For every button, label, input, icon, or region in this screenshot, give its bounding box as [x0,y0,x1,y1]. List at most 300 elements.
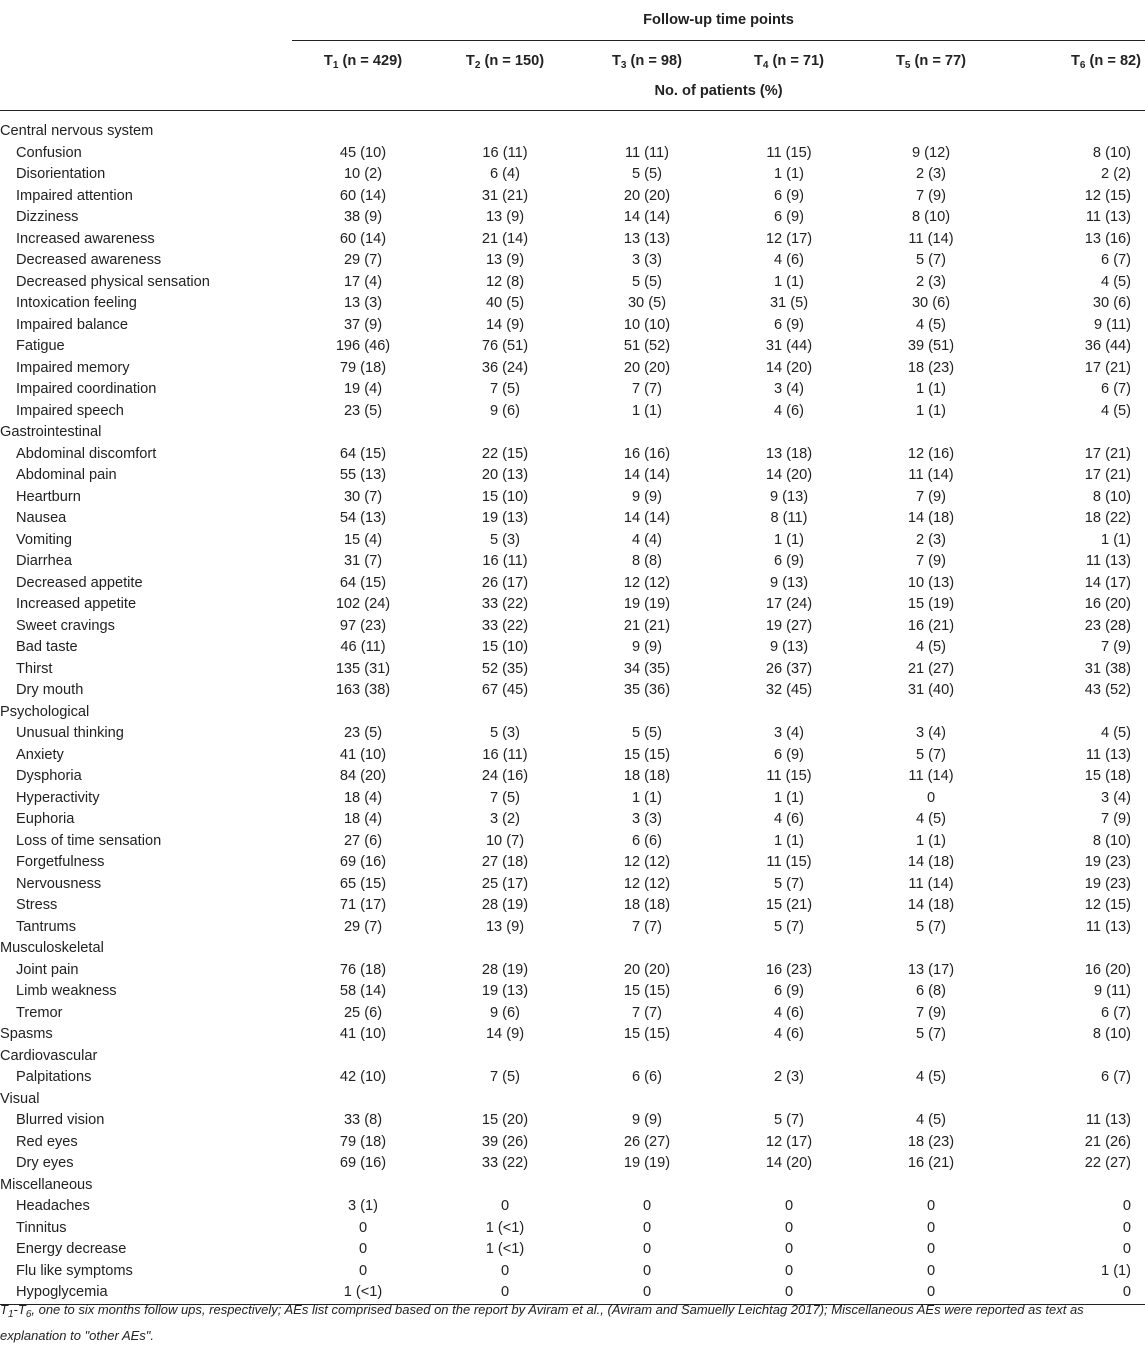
table-row [0,379,1145,401]
cell-t4: 6 (9) [773,316,804,333]
column-header-t5: $T_5$ (n = 77) [895,52,967,71]
cell-t3 [576,702,718,724]
cell-t3 [576,938,718,960]
cell-t4: 1 (1) [773,531,804,548]
table-row [0,272,1145,294]
cell-t6: 11 (13) [1085,746,1132,763]
row-label: Impaired attention [16,187,133,204]
row-label: Abdominal discomfort [16,445,157,462]
cell-t4: 0 [784,1262,794,1279]
cell-t6: 9 (11) [1094,316,1132,333]
cell-t5: 1 (1) [915,402,946,419]
cell-t6: 2 (2) [1101,166,1132,182]
cell-t6: 43 (52) [1084,682,1132,698]
cell-t1: 25 (6) [343,1004,383,1021]
category-label: Gastrointestinal [0,424,102,440]
cell-t4: 16 (23) [765,961,813,978]
cell-t1: 41 (10) [339,1026,387,1042]
cell-t1: 33 (8) [343,1112,383,1128]
cell-t6: 36 (44) [1084,338,1132,354]
cell-t4: 0 [718,1282,860,1304]
row-label: Tremor [16,1004,63,1021]
cell-t6: 21 (26) [1084,1133,1132,1150]
row-label: Forgetfulness [16,854,105,870]
cell-t3: 20 (20) [623,359,671,376]
row-label: Dizziness [16,209,79,225]
cell-t2: 13 (9) [485,209,525,225]
cell-t5: 0 [926,1198,936,1214]
cell-t5: 16 (21) [907,1155,955,1171]
cell-t3: 1 (1) [631,789,662,806]
cell-t2: 16 (11) [482,746,528,763]
footnote-text: , one to six months follow ups, respectively; AEs list comprised based on the report by Aviram et al., (Aviram and Samuelly Leichtag 2017); Miscellaneous AEs were reported as text as explanation to "other AEs". [0,1302,1084,1343]
cell-t4: 17 (24) [765,596,813,612]
cell-t5: 0 [860,1282,1002,1304]
cell-t1 [292,1046,434,1068]
cell-t5: 14 (18) [907,897,955,913]
cell-t5: 18 (23) [907,359,955,376]
column-header-t2: $T_2$ (n = 150) [465,52,545,71]
cell-t4: 6 (9) [773,553,804,569]
cell-t1: 79 (18) [339,359,387,376]
cell-t4: 4 (6) [773,252,804,268]
cell-t3: 14 (14) [623,510,671,526]
table-row [0,960,1145,982]
cell-t5: 16 (21) [907,617,955,634]
cell-t1: 18 (4) [343,811,383,827]
table-row [0,723,1145,745]
cell-t2: 31 (21) [481,187,529,204]
cell-t6: 6 (7) [1101,381,1132,397]
cell-t1: 60 (14) [339,230,387,247]
row-label: Hyperactivity [16,789,100,806]
cell-t6: 11 (13) [1085,1112,1132,1128]
cell-t2: 5 (3) [489,725,520,741]
cell-t4: 4 (6) [773,811,804,827]
cell-t2: 67 (45) [481,682,529,698]
cell-t6: 0 [1122,1219,1132,1236]
cell-t1 [292,422,434,444]
cell-t6 [1002,938,1145,960]
cell-t5: 6 (8) [915,983,946,999]
cell-t5: 7 (9) [915,488,946,505]
cell-t2 [434,422,576,444]
cell-t4 [718,1089,860,1111]
cell-t4: 6 (9) [773,746,804,763]
cell-t1: 76 (18) [339,961,387,978]
cell-t5: 9 (12) [911,144,951,161]
cell-t6: 11 (13) [1085,553,1132,569]
footnote-dash: - [13,1302,18,1317]
cell-t5: 4 (5) [915,811,946,827]
cell-t6: 6 (7) [1101,252,1132,268]
cell-t4: 0 [784,1241,794,1257]
cell-t2: 3 (2) [489,811,520,827]
cell-t1: 27 (6) [343,832,383,849]
cell-t1: 29 (7) [343,918,383,935]
cell-t3: 18 (18) [623,768,671,784]
cell-t5: 2 (3) [915,273,946,290]
cell-t2: 76 (51) [481,338,529,354]
table-row [0,530,1145,552]
cell-t3: 3 (3) [631,252,662,268]
cell-t2: 1 (<1) [485,1241,525,1257]
header-corner [0,0,292,41]
cell-t5: 10 (13) [907,574,955,591]
cell-t5: 15 (19) [907,596,955,612]
cell-t6: 0 [1122,1241,1132,1257]
row-label: Abdominal pain [16,467,117,483]
header-empty [0,51,292,72]
cell-t2: 9 (6) [489,1004,520,1021]
cell-t4 [718,938,860,960]
cell-t1: 64 (15) [339,445,387,462]
cell-t1 [292,1089,434,1111]
cell-t3: 6 (6) [631,1069,662,1085]
cell-t6 [1002,422,1145,444]
cell-t1 [292,1175,434,1197]
cell-t4: 12 (17) [765,230,813,247]
cell-t5: 5 (7) [915,252,946,268]
cell-t2: 0 [434,1282,576,1304]
cell-t4: 11 (15) [766,854,812,870]
cell-t1: 42 (10) [339,1069,387,1085]
cell-t2: 16 (11) [482,553,528,569]
cell-t4: 11 (15) [766,768,812,784]
cell-t1: 19 (4) [343,381,383,397]
cell-t2: 25 (17) [481,875,529,892]
category-label: Miscellaneous [0,1176,93,1193]
row-label: Fatigue [16,338,65,354]
cell-t2: 21 (14) [481,230,529,247]
cell-t6: 14 (17) [1084,574,1132,591]
cell-t2: 27 (18) [481,854,529,870]
cell-t1: 23 (5) [343,402,383,419]
cell-t3 [576,1089,718,1111]
cell-t5: 11 (14) [908,875,954,892]
cell-t6 [1002,702,1145,724]
cell-t1: 0 [358,1219,368,1236]
cell-t4: 3 (4) [773,725,804,741]
cell-t3: 35 (36) [623,682,671,698]
cell-t3: 34 (35) [623,660,671,677]
cell-t3: 12 (12) [623,875,671,892]
cell-t3: 9 (9) [631,639,662,655]
cell-t6: 6 (7) [1101,1069,1132,1085]
cell-t3: 3 (3) [631,811,662,827]
table-row [0,250,1145,272]
cell-t1: 18 (4) [343,789,383,806]
row-label: Stress [16,897,58,913]
category-row [0,1046,1145,1068]
cell-t6: 4 (5) [1101,402,1132,419]
cell-t3: 11 (11) [624,144,670,161]
cell-t4 [718,702,860,724]
row-label: Impaired balance [16,316,128,333]
table-row [0,1024,1145,1046]
cell-t3: 12 (12) [623,574,671,591]
table-row [0,487,1145,509]
cell-t4: 6 (9) [773,187,804,204]
row-label: Sweet cravings [16,617,115,634]
row-label: Decreased appetite [16,574,143,591]
cell-t5: 4 (5) [915,639,946,655]
cell-t5: 13 (17) [907,961,955,978]
cell-t6: 8 (10) [1092,144,1132,161]
cell-t1: 69 (16) [339,854,387,870]
cell-t3: 0 [642,1219,652,1236]
row-label: Hypoglycemia [0,1282,292,1304]
cell-t6: 18 (22) [1084,510,1132,526]
cell-t2: 12 (8) [485,273,525,290]
cell-t1: 30 (7) [343,488,383,505]
cell-t2: 28 (19) [481,897,529,913]
cell-t1: 29 (7) [343,252,383,268]
cell-t1: 196 (46) [335,338,391,354]
cell-t5: 1 (1) [915,381,946,397]
cell-t3: 0 [576,1282,718,1304]
cell-t4: 14 (20) [765,1155,813,1171]
table-row [0,336,1145,358]
row-label: Blurred vision [16,1112,105,1128]
table-title: Follow-up time points [292,0,1145,41]
cell-t5: 2 (3) [915,531,946,548]
cell-t1: 46 (11) [340,639,386,655]
cell-t6: 17 (21) [1084,467,1132,483]
cell-t4: 31 (44) [765,338,813,354]
cell-t3: 0 [642,1241,652,1257]
cell-t1: 163 (38) [335,682,391,698]
cell-t4: 5 (7) [773,1112,804,1128]
cell-t3: 15 (15) [623,746,671,763]
cell-t2: 15 (10) [481,639,529,655]
cell-t5: 2 (3) [915,166,946,182]
cell-t2: 28 (19) [481,961,529,978]
cell-t6: 1 (1) [1101,531,1132,548]
cell-t6 [1002,121,1145,143]
cell-t6: 7 (9) [1101,811,1132,827]
cell-t2 [434,1089,576,1111]
row-label: Tantrums [16,918,77,935]
table-row [0,831,1145,853]
cell-t4: 0 [784,1219,794,1236]
cell-t4: 5 (7) [773,875,804,892]
category-row [0,1089,1145,1111]
row-label: Limb weakness [16,983,117,999]
row-label: Euphoria [16,811,75,827]
category-label: Visual [0,1090,40,1107]
cell-t6: 15 (18) [1084,768,1132,784]
cell-t1: 45 (10) [339,144,387,161]
cell-t2: 5 (3) [489,531,520,548]
column-header-t3: $T_3$ (n = 98) [611,52,683,71]
cell-t2 [434,938,576,960]
cell-t5: 18 (23) [907,1133,955,1150]
cell-t5: 4 (5) [915,1112,946,1128]
header-empty-2 [0,72,292,111]
row-label: Anxiety [16,746,64,763]
cell-t1: 3 (1) [347,1198,378,1214]
cell-t3: 7 (7) [631,381,662,397]
cell-t2 [434,1175,576,1197]
table-row [0,186,1145,208]
cell-t6: 0 [1122,1198,1132,1214]
cell-t6: 19 (23) [1084,854,1132,870]
cell-t4: 6 (9) [773,983,804,999]
cell-t6: 8 (10) [1092,488,1132,505]
cell-t5: 12 (16) [907,445,955,462]
cell-t1: 69 (16) [339,1155,387,1171]
cell-t5: 21 (27) [907,660,955,677]
cell-t5: 11 (14) [908,467,954,483]
cell-t5 [860,1089,1002,1111]
cell-t6: 12 (15) [1084,187,1132,204]
cell-t4: 9 (13) [769,639,809,655]
cell-t6: 8 (10) [1092,832,1132,849]
category-row [0,422,1145,444]
cell-t3: 21 (21) [623,617,671,634]
cell-t2: 52 (35) [481,660,529,677]
cell-t4: 1 (1) [773,832,804,849]
row-label: Increased awareness [16,230,155,247]
cell-t5: 8 (10) [911,209,951,225]
table-row [0,1132,1145,1154]
cell-t3: 5 (5) [631,725,662,741]
category-row [0,938,1145,960]
cell-t6: 7 (9) [1101,639,1132,655]
category-row [0,1175,1145,1197]
category-row [0,121,1145,143]
cell-t3: 7 (7) [631,918,662,935]
column-header-t4: $T_4$ (n = 71) [753,52,825,71]
cell-t2: 20 (13) [481,467,529,483]
cell-t6: 3 (4) [1101,789,1132,806]
table-row [0,401,1145,423]
table-row [0,573,1145,595]
cell-t3: 9 (9) [631,488,662,505]
cell-t2: 14 (9) [485,316,525,333]
cell-t1: 84 (20) [339,768,387,784]
row-label: Disorientation [16,166,106,182]
category-label: Central nervous system [0,123,154,139]
row-label: Intoxication feeling [16,295,137,311]
cell-t4: 4 (6) [773,1004,804,1021]
cell-t3: 7 (7) [631,1004,662,1021]
cell-t1: 41 (10) [339,746,387,763]
cell-t3: 20 (20) [623,187,671,204]
cell-t2: 39 (26) [481,1133,529,1150]
row-label: Unusual thinking [16,725,124,741]
cell-t4 [718,121,860,143]
cell-t1: 79 (18) [339,1133,387,1150]
cell-t6: 9 (11) [1094,983,1132,999]
cell-t3: 0 [642,1262,652,1279]
cell-t2: 6 (4) [489,166,520,182]
table-row [0,852,1145,874]
table-row [0,788,1145,810]
table-row [0,981,1145,1003]
table-row [0,293,1145,315]
cell-t3: 18 (18) [623,897,671,913]
category-row [0,702,1145,724]
table-row [0,508,1145,530]
table-row [0,1218,1145,1240]
cell-t2: 13 (9) [485,918,525,935]
cell-t2: 14 (9) [485,1026,525,1042]
cell-t1: 135 (31) [335,660,391,677]
cell-t5: 30 (6) [911,295,951,311]
table-row [0,358,1145,380]
cell-t4: 11 (15) [766,144,812,161]
table-row [0,895,1145,917]
row-label: Palpitations [16,1069,92,1085]
cell-t3: 6 (6) [631,832,662,849]
cell-t3: 51 (52) [623,338,671,354]
table-row [0,809,1145,831]
table-row [0,465,1145,487]
table-row [0,1067,1145,1089]
cell-t3: 1 (1) [631,402,662,419]
row-label: Loss of time sensation [16,832,162,849]
row-label: Spasms [0,1026,53,1042]
cell-t2: 33 (22) [481,596,529,612]
cell-t1: 54 (13) [339,510,387,526]
cell-t2: 9 (6) [489,402,520,419]
row-label: Impaired coordination [16,381,157,397]
cell-t1: 10 (2) [343,166,383,182]
category-label: Psychological [0,703,90,720]
table-body [0,121,1145,1304]
row-label: Dry mouth [16,682,84,698]
footnote-t1: $T_1$ [0,1302,14,1320]
cell-t6: 17 (21) [1084,359,1132,376]
cell-t1: 64 (15) [339,574,387,591]
table-row [0,1261,1145,1283]
table-row [0,766,1145,788]
cell-t5: 39 (51) [907,338,955,354]
row-label: Thirst [16,660,53,677]
cell-t2: 33 (22) [481,617,529,634]
cell-t5: 7 (9) [915,187,946,204]
column-header-row [0,51,1145,72]
table-row [0,917,1145,939]
row-label: Energy decrease [16,1241,127,1257]
cell-t5: 11 (14) [908,230,954,247]
cell-t6: 16 (20) [1084,961,1132,978]
table-row [0,551,1145,573]
cell-t4 [718,422,860,444]
cell-t5: 0 [926,1262,936,1279]
cell-t4: 2 (3) [773,1069,804,1085]
table-row [0,594,1145,616]
cell-t3: 16 (16) [623,445,671,462]
cell-t6: 4 (5) [1101,725,1132,741]
cell-t5: 31 (40) [907,682,955,698]
cell-t3: 19 (19) [623,1155,671,1171]
table-row [0,745,1145,767]
cell-t5 [860,422,1002,444]
cell-t6: 12 (15) [1084,897,1132,913]
cell-t6: 8 (10) [1092,1026,1132,1042]
cell-t4: 32 (45) [765,682,813,698]
cell-t6 [1002,1175,1145,1197]
cell-t4: 4 (6) [773,402,804,419]
table-row [0,229,1145,251]
cell-t2: 0 [500,1262,510,1279]
row-label: Bad taste [16,639,78,655]
cell-t2: 19 (13) [481,983,529,999]
cell-t3 [576,121,718,143]
